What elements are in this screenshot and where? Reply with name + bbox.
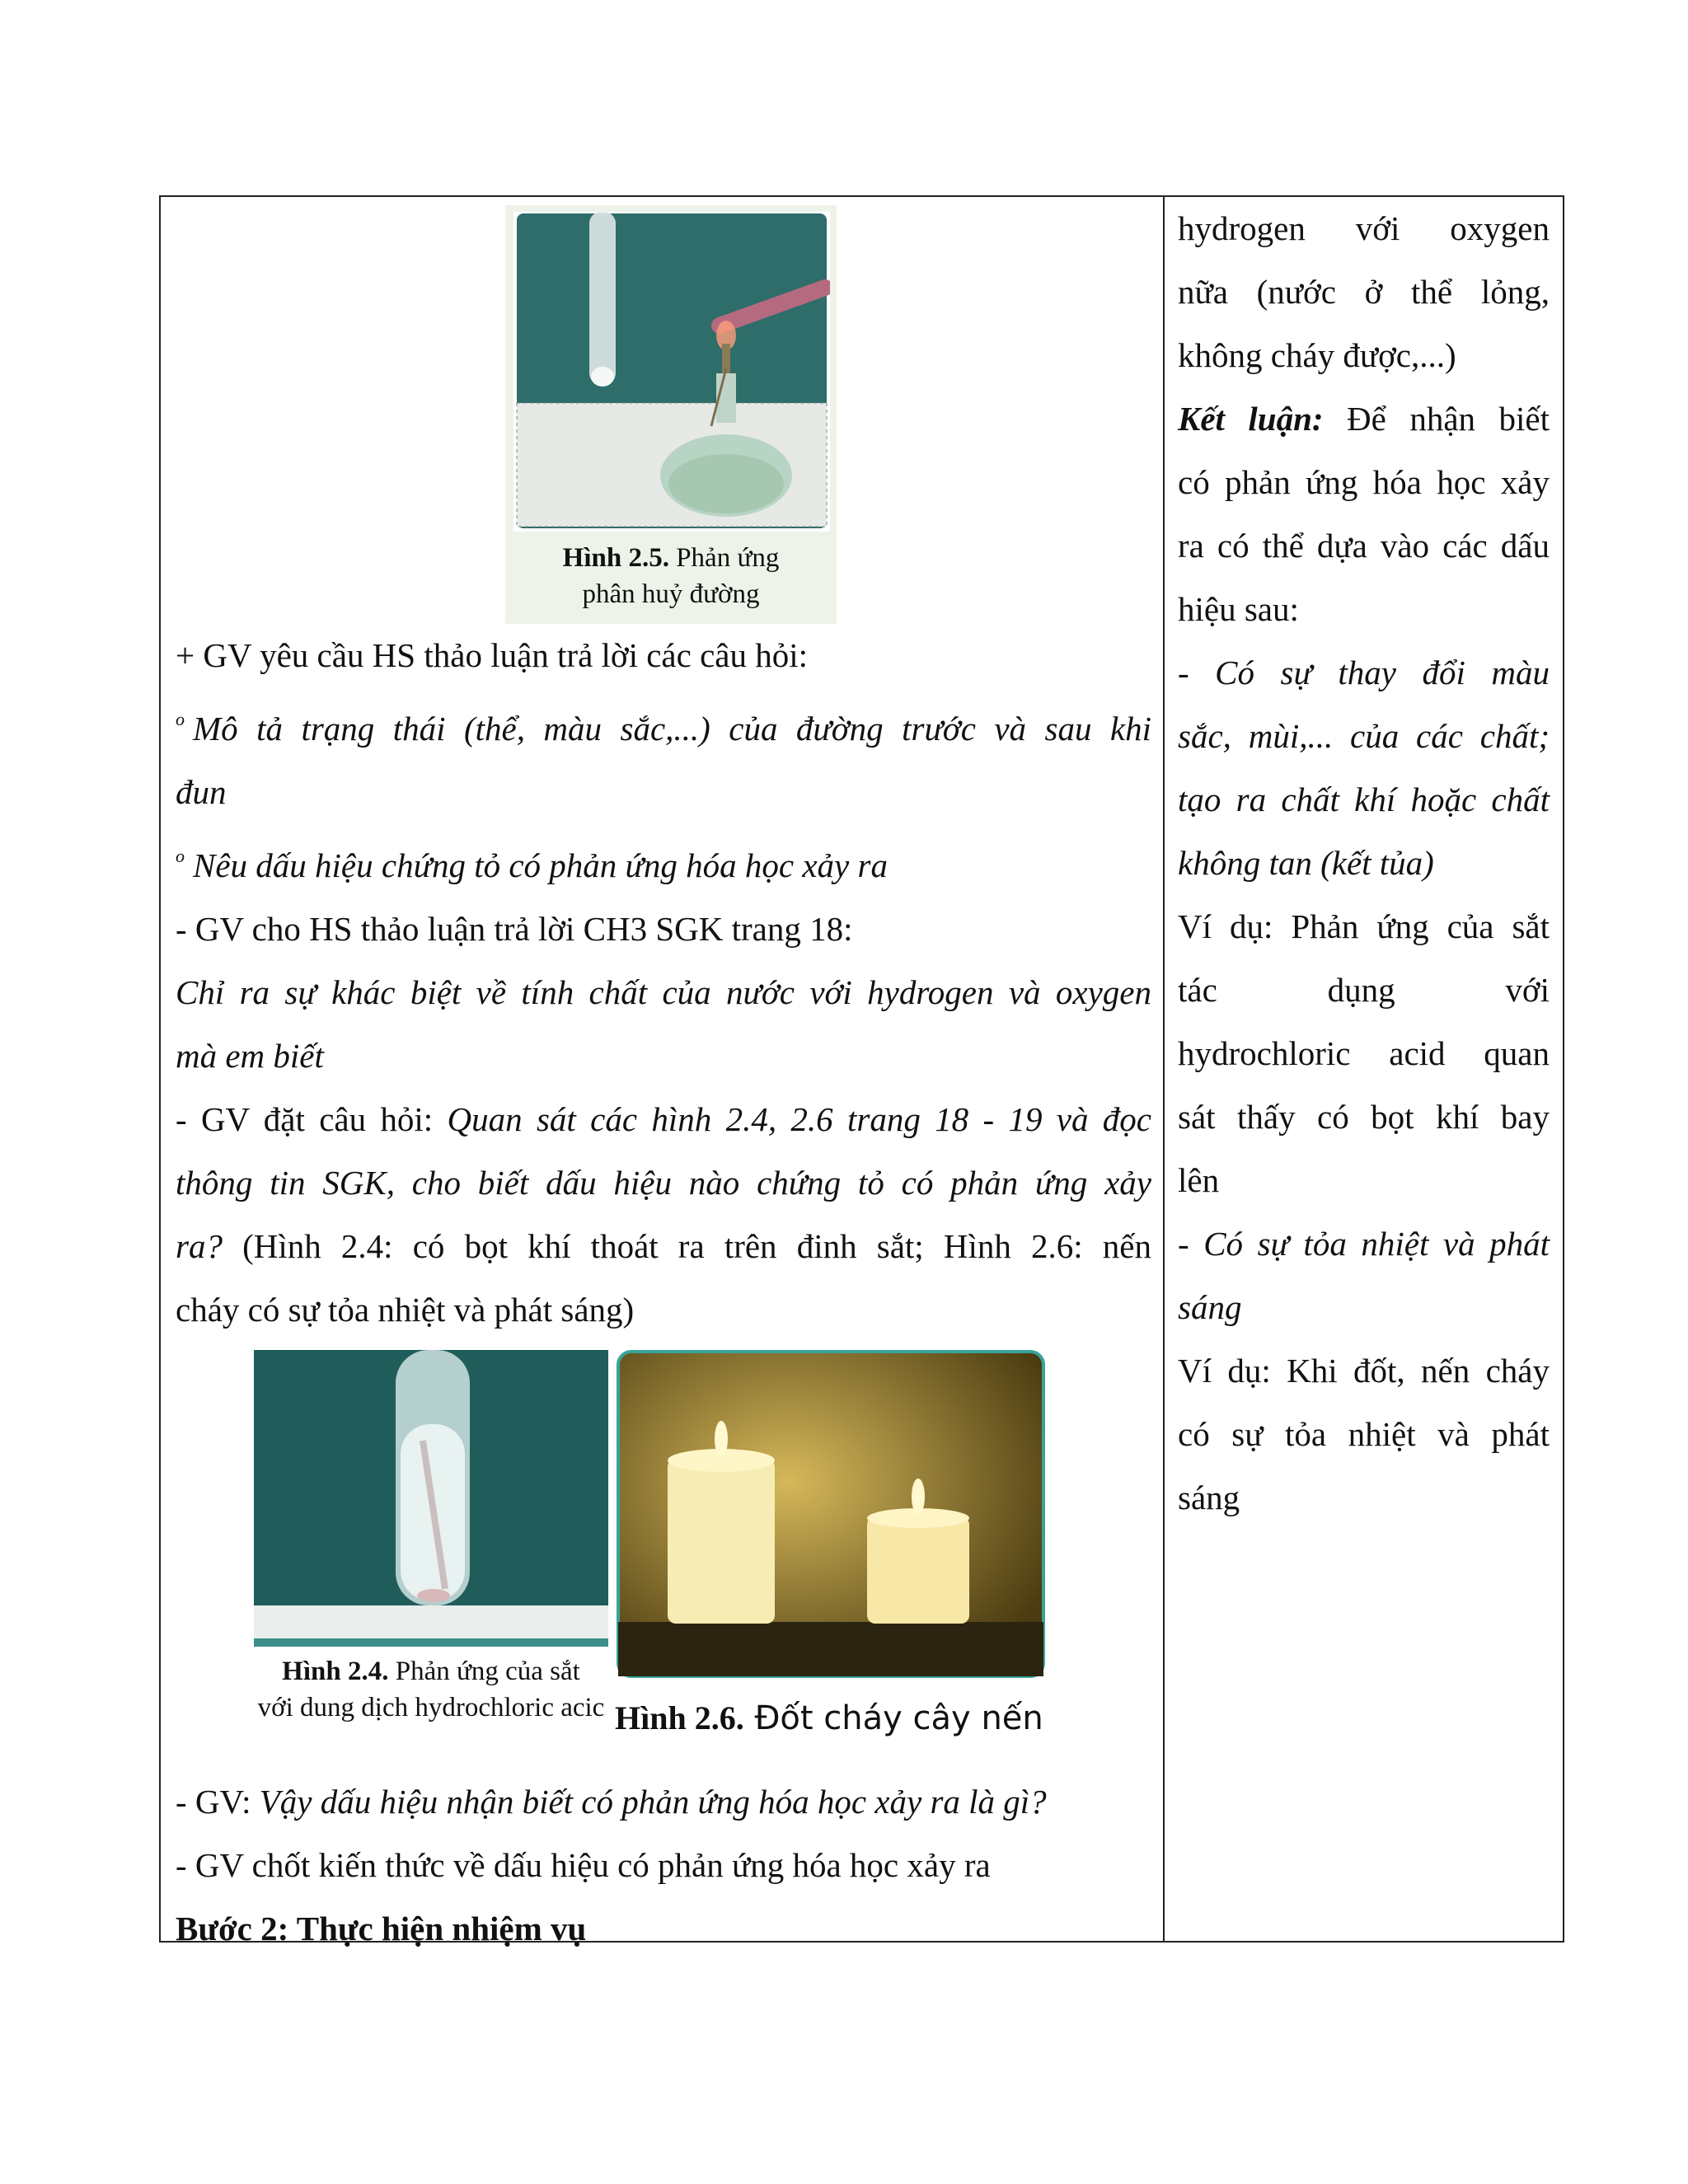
- step-2-heading: Bước 2: Thực hiện nhiệm vụ: [176, 1910, 587, 1947]
- right-line-1: hydrogen với oxygen: [1178, 209, 1550, 247]
- question-ch3-cont: mà em biết: [176, 1037, 324, 1075]
- instruction-ch3: - GV cho HS thảo luận trả lời CH3 SGK trang 18:: [176, 910, 853, 948]
- right-line-2: nữa (nước ở thể lỏng,: [1178, 273, 1550, 311]
- right-line-12: Ví dụ: Phản ứng của sắt: [1178, 907, 1550, 945]
- candles-photo: [617, 1350, 1045, 1678]
- right-line-6: ra có thể dựa vào các dấu: [1178, 527, 1550, 565]
- teacher-conclusion: - GV chốt kiến thức về dấu hiệu có phản ứng hóa học xảy ra: [176, 1846, 991, 1884]
- teacher-activity-column: [161, 197, 1165, 1947]
- question-summary: - GV: Vậy dấu hiệu nhận biết có phản ứng hóa học xảy ra là gì?: [176, 1783, 1047, 1821]
- question-1: $^o$ Mô tả trạng thái (thể, màu sắc,...) của đường trước và sau khi: [176, 709, 1151, 748]
- right-line-20: có sự tỏa nhiệt và phát: [1178, 1415, 1550, 1453]
- right-line-17: - Có sự tỏa nhiệt và phát: [1178, 1225, 1550, 1263]
- right-line-16: lên: [1178, 1161, 1220, 1199]
- figure-2-6-caption: Hình 2.6. Đốt cháy cây nến: [615, 1699, 1043, 1737]
- conclusion-heading: Kết luận: Để nhận biết: [1178, 400, 1550, 438]
- question-signs-answer: ra? (Hình 2.4: có bọt khí thoát ra trên đinh sắt; Hình 2.6: nến: [176, 1227, 1151, 1265]
- question-signs-cont: thông tin SGK, cho biết dấu hiệu nào chứng tỏ có phản ứng xảy: [176, 1164, 1151, 1202]
- bullet-mark: o: [176, 709, 185, 729]
- question-ch3: Chỉ ra sự khác biệt về tính chất của nước với hydrogen và oxygen: [176, 973, 1151, 1011]
- question-signs-answer-cont: cháy có sự tỏa nhiệt và phát sáng): [176, 1291, 635, 1329]
- figure-2-5: [505, 205, 837, 624]
- content-table: [159, 195, 1564, 1947]
- right-line-18: sáng: [1178, 1288, 1242, 1326]
- right-line-21: sáng: [1178, 1479, 1240, 1516]
- right-line-19: Ví dụ: Khi đốt, nến cháy: [1178, 1352, 1550, 1390]
- bullet-mark: o: [176, 846, 185, 866]
- right-line-5: có phản ứng hóa học xảy: [1178, 463, 1550, 501]
- iron-acid-photo: [254, 1350, 608, 1647]
- right-line-11: không tan (kết tủa): [1178, 844, 1434, 882]
- right-line-7: hiệu sau:: [1178, 590, 1299, 628]
- figure-2-4: [254, 1350, 608, 1726]
- figure-2-5-caption: Hình 2.5. Phản ứng phân huỷ đường: [562, 543, 780, 609]
- right-line-13: tác dụng với: [1178, 971, 1550, 1009]
- student-product-column: [1165, 197, 1563, 1941]
- right-line-8: - Có sự thay đổi màu: [1178, 654, 1550, 691]
- right-line-15: sát thấy có bọt khí bay: [1178, 1098, 1550, 1136]
- sugar-decomposition-photo: [513, 212, 830, 532]
- right-line-14: hydrochloric acid quan: [1178, 1034, 1550, 1072]
- question-2: $^o$ Nêu dấu hiệu chứng tỏ có phản ứng hóa học xảy ra: [176, 846, 888, 884]
- question-signs: - GV đặt câu hỏi: Quan sát các hình 2.4, 2.6 trang 18 - 19 và đọc: [176, 1100, 1151, 1138]
- right-line-10: tạo ra chất khí hoặc chất: [1178, 780, 1550, 818]
- right-line-3: không cháy được,...): [1178, 336, 1456, 374]
- right-line-9: sắc, mùi,... của các chất;: [1178, 717, 1550, 755]
- question-1-cont: đun: [176, 773, 227, 811]
- figure-2-4-caption: Hình 2.4. Phản ứng của sắt với dung dịch hydrochloric acic: [257, 1657, 605, 1722]
- figures-row: [176, 1350, 1151, 1770]
- figure-2-6: [617, 1350, 1045, 1739]
- instruction-discuss: + GV yêu cầu HS thảo luận trả lời các câu hỏi:: [176, 636, 809, 674]
